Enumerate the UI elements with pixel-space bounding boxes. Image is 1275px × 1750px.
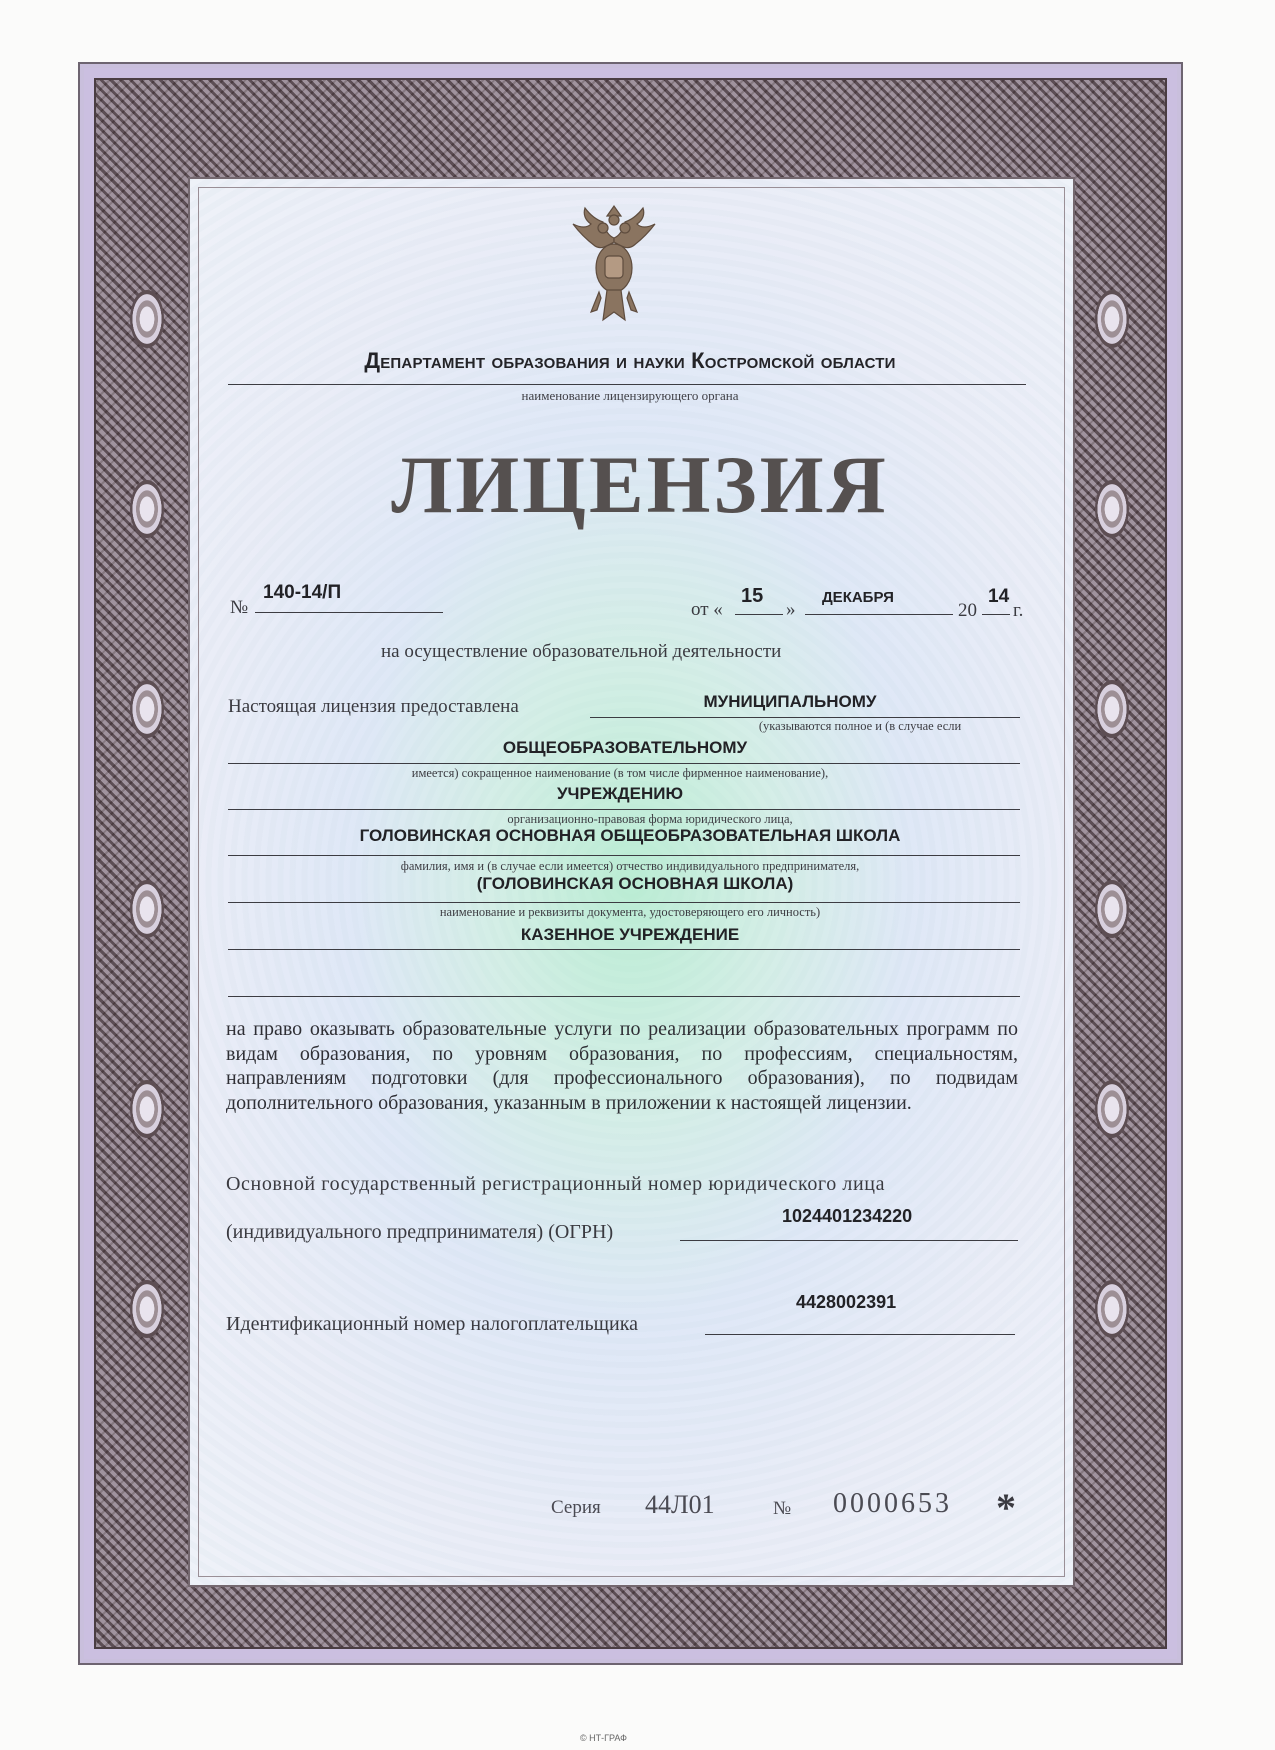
border-rosette [1095, 480, 1129, 538]
license-purpose: на осуществление образовательной деятельности [381, 641, 782, 662]
licensee-line-2-underline [228, 763, 1020, 764]
date-year: 14 [988, 586, 1010, 607]
date-day: 15 [741, 585, 764, 607]
border-rosette [130, 1080, 164, 1138]
licensee-caption-5: наименование и реквизиты документа, удостоверяющего его личность) [439, 905, 821, 919]
licensee-caption-2: имеется) сокращенное наименование (в том числе фирменное наименование), [411, 766, 829, 780]
border-rosette [1095, 1080, 1129, 1138]
border-rosette [130, 290, 164, 348]
printer-mark: © НТ-ГРАФ [580, 1733, 627, 1743]
blank-number-value: 0000653 [833, 1488, 952, 1519]
inn-underline [705, 1334, 1015, 1335]
double-headed-eagle-icon [567, 202, 661, 328]
series-value: 44Л01 [645, 1490, 715, 1519]
inn-value: 4428002391 [796, 1292, 897, 1312]
ogrn-value: 1024401234220 [782, 1206, 913, 1226]
authority-caption: наименование лицензирующего органа [521, 388, 739, 403]
date-month-underline [805, 614, 953, 615]
border-rosette [130, 1280, 164, 1338]
licensee-line-2: ОБЩЕОБРАЗОВАТЕЛЬНОМУ [502, 738, 748, 757]
licensing-authority-name: Департамент образования и науки Костромской области [364, 348, 896, 373]
date-quote-close: » [786, 599, 796, 620]
border-rosette [1095, 290, 1129, 348]
licensee-line-1-underline [590, 717, 1020, 718]
licensee-caption-1: (указываются полное и (в случае если [758, 719, 962, 733]
license-rights-text: на право оказывать образовательные услуги по реализации образовательных программ по видам образования, по уровням образования, по профессиям, специальностям, направлениям подготовки (для профессионального образования), по подвидам дополнительного образования, указанным в приложении к настоящей лицензии. [226, 1018, 1018, 1114]
inn-label: Идентификационный номер налогоплательщика [226, 1313, 639, 1335]
licensee-line-1: МУНИЦИПАЛЬНОМУ [703, 692, 877, 711]
licensee-line-3-underline [228, 809, 1020, 810]
licensee-line-5-underline [228, 902, 1020, 903]
blank-number-label: № [773, 1498, 792, 1519]
licensee-line-6-underline [228, 949, 1020, 950]
document-title: ЛИЦЕНЗИЯ [391, 439, 889, 530]
border-rosette [1095, 680, 1129, 738]
series-label: Серия [551, 1497, 601, 1518]
licensee-line-6: КАЗЕННОЕ УЧРЕЖДЕНИЕ [520, 925, 740, 944]
licensee-line-4-underline [228, 855, 1020, 856]
border-rosette [130, 880, 164, 938]
ogrn-label-line-2: (индивидуального предпринимателя) (ОГРН) [226, 1221, 614, 1243]
license-number-underline [255, 612, 443, 613]
date-year-underline [982, 614, 1010, 615]
ogrn-underline [680, 1240, 1018, 1241]
licensee-caption-3: организационно-правовая форма юридического лица, [507, 812, 793, 826]
date-year-prefix: 20 [958, 600, 977, 621]
border-rosette [1095, 1280, 1129, 1338]
granted-to-label: Настоящая лицензия предоставлена [228, 696, 519, 717]
licensee-blank-underline [228, 996, 1020, 997]
asterisk-mark: * [996, 1485, 1016, 1530]
authority-underline [228, 384, 1026, 385]
licensee-line-3: УЧРЕЖДЕНИЮ [556, 784, 684, 803]
border-rosette [130, 480, 164, 538]
ogrn-label-line-1: Основной государственный регистрационный номер юридического лица [226, 1173, 886, 1195]
date-year-label: г. [1013, 600, 1024, 621]
date-from-label: от « [691, 599, 723, 620]
number-label: № [230, 597, 249, 618]
license-number: 140-14/П [263, 582, 342, 603]
licensee-caption-4: фамилия, имя и (в случае если имеется) отчество индивидуального предпринимателя, [400, 859, 860, 873]
border-rosette [1095, 880, 1129, 938]
licensee-line-4: ГОЛОВИНСКАЯ ОСНОВНАЯ ОБЩЕОБРАЗОВАТЕЛЬНАЯ ШКОЛА [359, 826, 901, 845]
date-month: ДЕКАБРЯ [822, 589, 894, 606]
date-day-underline [735, 614, 783, 615]
border-rosette [130, 680, 164, 738]
licensee-line-5: (ГОЛОВИНСКАЯ ОСНОВНАЯ ШКОЛА) [476, 874, 794, 893]
